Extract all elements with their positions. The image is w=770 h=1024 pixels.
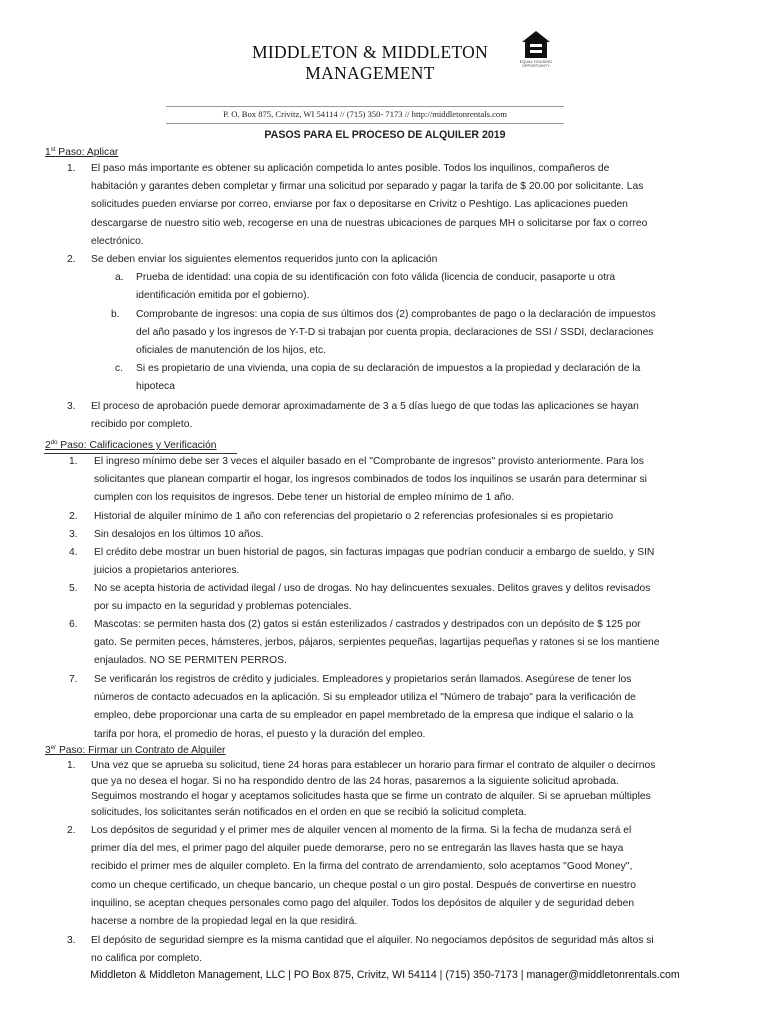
company-name-line1: MIDDLETON & MIDDLETON xyxy=(251,42,489,62)
step2-item-text: Mascotas: se permiten hasta dos (2) gatos si están esterilizados / castrados y destripados con un depósito de $ 125 por xyxy=(94,619,641,630)
step3-item-text: El depósito de seguridad siempre es la misma cantidad que el alquiler. No negociamos depósitos de seguridad más altos si xyxy=(91,935,654,946)
equal-housing-logo xyxy=(514,30,558,68)
step2-item-text: Historial de alquiler mínimo de 1 año con referencias del propietario o 2 referencias profesionales si es propietario xyxy=(94,511,614,522)
step1-item-marker: a. xyxy=(115,272,124,283)
company-name-line2: MANAGEMENT xyxy=(305,63,435,83)
step2-item-text: Se verificarán los registros de crédito y judiciales. Empleadores y propietarios serán llamados. Asegúrese de tener los xyxy=(94,674,632,685)
step2-item-text: gato. Se permiten peces, hámsteres, jerbos, pájaros, serpientes pequeñas, lagartijas pequeñas y ratones si se los mantiene xyxy=(94,637,660,649)
page-footer: Middleton & Middleton Management, LLC | PO Box 875, Crivitz, WI 54114 | (715) 350-7173 | manager@middletonrentals.com xyxy=(90,969,680,981)
step3-item-text: Seguimos mostrando el hogar y aceptamos solicitudes hasta que se firme un contrato de alquiler. Si se aprueban múltiples xyxy=(91,791,651,803)
step3-item-text: primer día del mes, el primer pago del alquiler puede demorarse, pero no se entregarán las llaves hasta que se haya xyxy=(91,843,624,855)
logo-caption-1: EQUAL HOUSING xyxy=(519,60,553,64)
step1-item-text: recibido por completo. xyxy=(91,419,193,431)
step3-item-text: hacerse a nombre de la propiedad legal en la que residirá. xyxy=(91,916,358,927)
step2-item-text: No se acepta historia de actividad ilegal / uso de drogas. No hay delincuentes sexuales. Delitos graves y delitos revisados xyxy=(94,583,651,594)
step2-item-text: por su impacto en la seguridad y problemas potenciales. xyxy=(94,601,352,613)
step1-item-text: oficiales de manutención de los hijos, etc. xyxy=(136,345,327,357)
step2-item-marker: 2. xyxy=(69,511,78,522)
step1-item-text: Comprobante de ingresos: una copia de sus últimos dos (2) comprobantes de pago o la declaración de impuestos xyxy=(136,309,656,320)
step1-item-marker: 1. xyxy=(67,163,76,174)
step2-item-text: cumplen con los requisitos de ingresos. Debe tener un historial de empleo mínimo de 1 año. xyxy=(94,492,515,504)
step1-item-text: Se deben enviar los siguientes elementos requeridos junto con la aplicación xyxy=(91,254,438,265)
step2-item-marker: 3. xyxy=(69,529,78,540)
header-rule-top xyxy=(166,106,564,107)
step2-item-marker: 7. xyxy=(69,674,78,685)
step2-item-text: El crédito debe mostrar un buen historial de pagos, sin facturas impagas que podrían conducir a embargo de sueldo, y SIN xyxy=(94,547,655,558)
step1-heading: 1st Paso: Aplicar xyxy=(45,147,119,158)
step2-item-marker: 4. xyxy=(69,547,78,558)
step1-item-marker: c. xyxy=(115,363,124,374)
step2-heading-rule xyxy=(44,453,237,454)
logo-caption-2: OPPORTUNITY xyxy=(521,64,551,68)
header-rule-bottom xyxy=(166,123,564,124)
step3-item-marker: 3. xyxy=(67,935,76,946)
step3-item-text: recibido el primer mes de alquiler completo. En la firma del contrato de arrendamiento, solo aceptamos "Good Money", xyxy=(91,861,633,873)
equal-housing-icon xyxy=(521,30,551,60)
step2-item-text: El ingreso mínimo debe ser 3 veces el alquiler basado en el "Comprobante de ingresos" provisto anteriormente. Para los xyxy=(94,456,644,467)
step3-heading: 3er Paso: Firmar un Contrato de Alquiler xyxy=(45,745,226,756)
step2-item-text: empleo, debe proporcionar una carta de su empleador en papel membretado de la empresa que indique el salario o la xyxy=(94,710,634,722)
step1-item-text: del año pasado y los ingresos de Y-T-D si trabajan por cuenta propia, declaraciones de SSI / SSDI, declaraciones xyxy=(136,327,654,339)
step2-item-marker: 1. xyxy=(69,456,78,467)
contact-line: P. O. Box 875, Crivitz, WI 54114 // (715) 350- 7173 // http://middletonrentals.com xyxy=(223,109,507,119)
step2-item-text: juicios a propietarios anteriores. xyxy=(94,565,240,577)
step1-item-marker: 3. xyxy=(67,401,76,412)
step3-item-text: como un cheque certificado, un cheque bancario, un cheque postal o un giro postal. Después de convertirse en nuestro xyxy=(91,879,636,891)
step2-item-text: enjaulados. NO SE PERMITEN PERROS. xyxy=(94,655,287,667)
step1-item-marker: 2. xyxy=(67,254,76,265)
step1-item-text: El paso más importante es obtener su aplicación competida lo antes posible. Todos los inquilinos, compañeros de xyxy=(91,163,610,174)
step1-item-text: hipoteca xyxy=(136,381,175,393)
step3-item-text: que ya no desea el hogar. Si no ha respondido dentro de las 24 horas, pasaremos a la siguiente solicitud aprobada. xyxy=(91,775,619,787)
step1-item-text: identificación emitida por el gobierno). xyxy=(136,290,310,302)
step3-item-text: Una vez que se aprueba su solicitud, tiene 24 horas para establecer un horario para firmar el contrato de alquiler o decirnos xyxy=(91,760,656,771)
page-title: PASOS PARA EL PROCESO DE ALQUILER 2019 xyxy=(264,129,506,141)
step2-item-text: Sin desalojos en los últimos 10 años. xyxy=(94,529,264,540)
step1-item-text: Prueba de identidad: una copia de su identificación con foto válida (licencia de conducir, pasaporte u otra xyxy=(136,272,616,283)
step3-item-text: Los depósitos de seguridad y el primer mes de alquiler vencen al momento de la firma. Si la fecha de mudanza será el xyxy=(91,825,632,836)
step2-item-marker: 6. xyxy=(69,619,78,630)
step2-item-text: números de contacto adecuados en la aplicación. Si su empleador utiliza el "Número de trabajo" para la verificación de xyxy=(94,692,636,704)
company-name xyxy=(190,42,550,84)
step3-item-text: solicitudes, los solicitantes serán notificados en el orden en que se recibió la solicitud completa. xyxy=(91,806,527,818)
step3-item-marker: 1. xyxy=(67,760,76,771)
step3-item-marker: 2. xyxy=(67,825,76,836)
step1-item-text: Si es propietario de una vivienda, una copia de su declaración de impuestos a la propiedad y declaración de la xyxy=(136,363,641,374)
step1-item-text: electrónico. xyxy=(91,235,144,247)
step1-item-marker: b. xyxy=(111,309,120,320)
step2-item-marker: 5. xyxy=(69,583,78,594)
step2-item-text: tarifa por hora, el promedio de horas, el puesto y la duración del empleo. xyxy=(94,728,426,740)
step1-item-text: descargarse de nuestro sitio web, recogerse en una de nuestras ubicaciones de parques MH o solicitarse por fax o correo xyxy=(91,217,648,229)
step2-item-text: solicitantes que planean compartir el hogar, los ingresos combinados de todos los inquilinos se usarán para determinar si xyxy=(94,474,647,486)
step3-item-text: no califica por completo. xyxy=(91,953,203,965)
step2-heading: $2^{do}$ Paso: Calificaciones y Verificación xyxy=(45,440,217,451)
step3-item-text: inquilino, se aceptan cheques personales como pago del alquiler. Todos los depósitos de alquiler y de seguridad deben xyxy=(91,897,635,909)
step1-item-text: El proceso de aprobación puede demorar aproximadamente de 3 a 5 días luego de que todas las aplicaciones se hayan xyxy=(91,401,639,412)
step1-item-text: solicitudes pueden enviarse por correo, enviarse por fax o depositarse en Crivitz o Peshtigo. Las aplicaciones pueden xyxy=(91,199,628,211)
step1-item-text: habitación y garantes deben completar y firmar una solicitud por separado y pagar la tarifa de $ 20.00 por solicitante. Las xyxy=(91,181,644,193)
